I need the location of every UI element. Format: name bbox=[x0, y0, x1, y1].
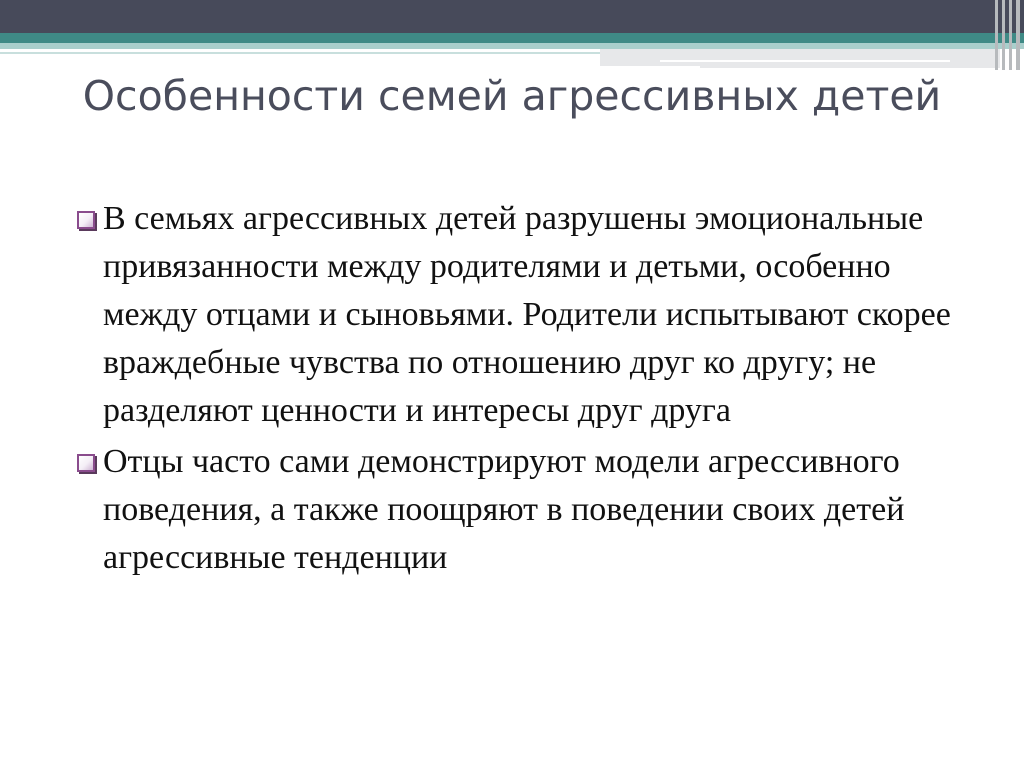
square-bullet-icon bbox=[77, 454, 95, 472]
square-bullet-icon bbox=[77, 211, 95, 229]
decor-vertical-stripe bbox=[995, 0, 998, 70]
decor-vertical-stripe bbox=[1002, 0, 1005, 70]
decor-vertical-stripe bbox=[1009, 0, 1012, 70]
header-band-thin-line bbox=[0, 52, 600, 54]
slide-body bbox=[75, 195, 975, 585]
header-band-right-line bbox=[660, 60, 950, 62]
bullet-item bbox=[75, 438, 975, 582]
bullet-item bbox=[75, 195, 975, 435]
header-band-right-block bbox=[600, 49, 1000, 66]
slide-title: Особенности семей агрессивных детей bbox=[82, 72, 942, 120]
header-band-dark bbox=[0, 0, 1024, 33]
header-band-right-line-lower bbox=[700, 66, 1000, 68]
decor-vertical-stripe bbox=[1016, 0, 1020, 70]
bullet-text: Отцы часто сами демонстрируют модели агрессивного поведения, а также поощряют в поведении своих детей агрессивные тенденции bbox=[103, 443, 905, 576]
header-band-teal bbox=[0, 33, 1024, 43]
bullet-text: В семьях агрессивных детей разрушены эмоциональные привязанности между родителями и детьми, особенно между отцами и сыновьями. Родители испытывают скорее враждебные чувства по отношению друг ко другу; не разделяют ценности и интересы друг друга bbox=[103, 200, 951, 429]
